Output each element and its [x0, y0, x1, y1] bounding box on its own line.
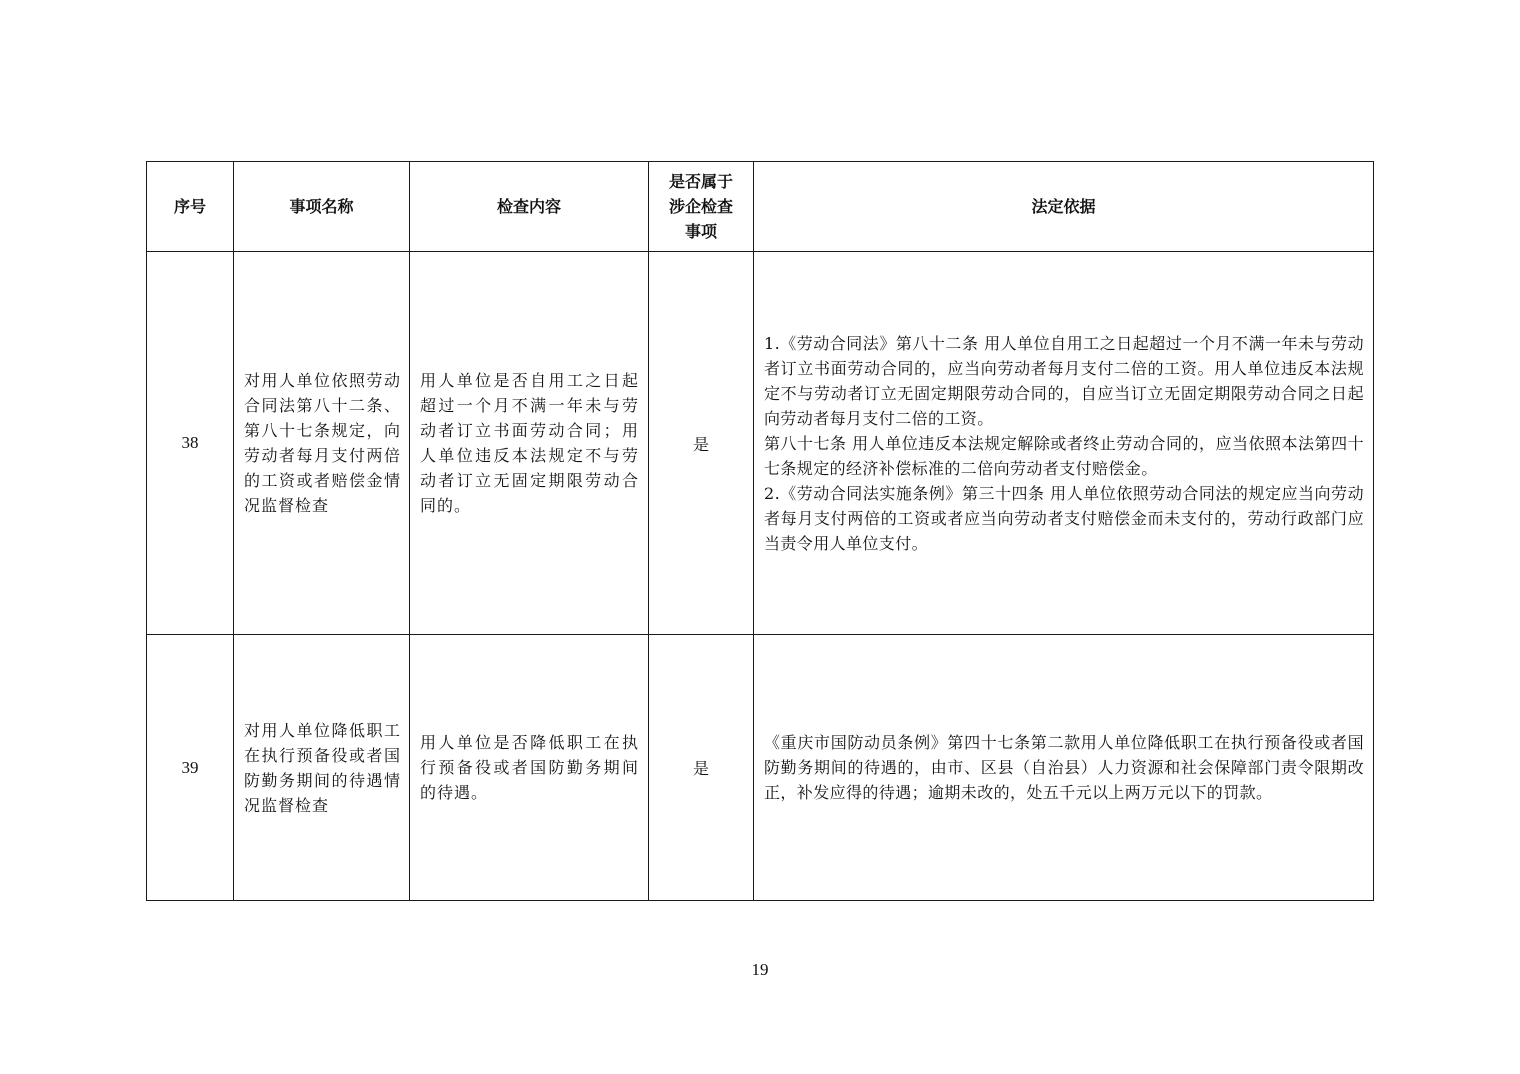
row-enterprise-related: 是: [649, 252, 754, 635]
row-legal-basis: [754, 635, 1374, 901]
row-inspection-content: [410, 635, 649, 901]
legal-basis-paragraph: 《重庆市国防动员条例》第四十七条第二款用人单位降低职工在执行预备役或者国防勤务期间的待遇的，由市、区县（自治县）人力资源和社会保障部门责令限期改正，补发应得的待遇；逾期未改的，处五千元以上两万元以下的罚款。: [764, 733, 1364, 802]
row-serial-number: 39: [147, 635, 234, 901]
header-enterprise-related: [649, 162, 754, 252]
row-inspection-content-text: 用人单位是否自用工之日起超过一个月不满一年未与劳动者订立书面劳动合同；用人单位违反本法规定不与劳动者订立无固定期限劳动合同的。: [420, 371, 639, 515]
table-header-row: [147, 162, 1374, 252]
row-enterprise-related: 是: [649, 635, 754, 901]
legal-basis-paragraph: 第八十七条 用人单位违反本法规定解除或者终止劳动合同的，应当依照本法第四十七条规定的经济补偿标准的二倍向劳动者支付赔偿金。: [764, 433, 1364, 478]
legal-basis-paragraph: 2.《劳动合同法实施条例》第三十四条 用人单位依照劳动合同法的规定应当向劳动者每月支付两倍的工资或者应当向劳动者支付赔偿金而未支付的，劳动行政部门应当责令用人单位支付。: [764, 483, 1364, 553]
header-enterprise-related-line-2: 涉企检查: [668, 197, 733, 216]
inspection-items-table: [146, 161, 1374, 901]
row-item-name: [234, 635, 410, 901]
table-row: [147, 635, 1374, 901]
row-inspection-content: [410, 252, 649, 635]
row-legal-basis-text: [754, 730, 1373, 805]
page-number: 19: [751, 960, 769, 979]
header-serial-number: 序号: [147, 162, 234, 252]
header-item-name: 事项名称: [234, 162, 410, 252]
row-legal-basis: [754, 252, 1374, 635]
row-item-name: [234, 252, 410, 635]
header-enterprise-related-line-3: 事项: [684, 222, 717, 241]
header-inspection-content: 检查内容: [410, 162, 649, 252]
table-row: [147, 252, 1374, 635]
legal-basis-paragraph: 1.《劳动合同法》第八十二条 用人单位自用工之日起超过一个月不满一年未与劳动者订立书面劳动合同的，应当向劳动者每月支付二倍的工资。用人单位违反本法规定不与劳动者订立无固定期限劳动合同的，自应当订立无固定期限劳动合同之日起向劳动者每月支付二倍的工资。: [764, 333, 1364, 428]
row-item-name-text: 对用人单位降低职工在执行预备役或者国防勤务期间的待遇情况监督检查: [244, 720, 401, 815]
row-serial-number: 38: [147, 252, 234, 635]
header-legal-basis: 法定依据: [754, 162, 1374, 252]
row-inspection-content-text: 用人单位是否降低职工在执行预备役或者国防勤务期间的待遇。: [420, 733, 639, 802]
row-item-name-text: 对用人单位依照劳动合同法第八十二条、第八十七条规定，向劳动者每月支付两倍的工资或者赔偿金情况监督检查: [244, 371, 401, 515]
header-enterprise-related-line-1: 是否属于: [668, 172, 733, 191]
row-legal-basis-text: [754, 331, 1373, 556]
